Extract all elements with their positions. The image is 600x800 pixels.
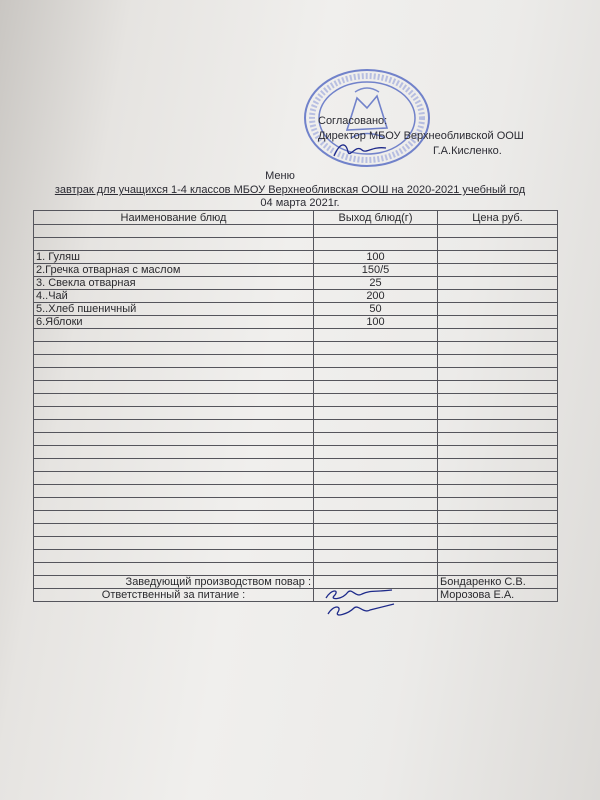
yield-cell [314, 446, 438, 459]
menu-table-body [34, 225, 558, 576]
yield-cell [314, 238, 438, 251]
price-cell [438, 277, 558, 290]
yield-cell [314, 563, 438, 576]
responsible-name: Морозова Е.А. [438, 589, 558, 602]
dish-cell [34, 459, 314, 472]
price-cell [438, 433, 558, 446]
dish-cell [34, 433, 314, 446]
table-row-empty [34, 355, 558, 368]
table-row-empty [34, 459, 558, 472]
dish-cell [34, 446, 314, 459]
yield-cell [314, 329, 438, 342]
yield-cell: 100 [314, 316, 438, 329]
price-cell [438, 368, 558, 381]
yield-cell [314, 459, 438, 472]
yield-cell [314, 511, 438, 524]
price-cell [438, 394, 558, 407]
manager-signature [320, 584, 400, 624]
dish-cell [34, 563, 314, 576]
table-row-empty [34, 446, 558, 459]
table-row [34, 277, 558, 290]
table-row-empty [34, 420, 558, 433]
yield-cell [314, 433, 438, 446]
table-row-empty [34, 472, 558, 485]
table-row-empty [34, 485, 558, 498]
dish-cell: 6.Яблоки [34, 316, 314, 329]
table-row-empty [34, 537, 558, 550]
menu-title: Меню [265, 170, 295, 182]
approval-director-name: Г.А.Кисленко. [433, 145, 502, 157]
dish-cell [34, 225, 314, 238]
price-cell [438, 238, 558, 251]
table-row [34, 303, 558, 316]
price-cell [438, 316, 558, 329]
table-row-empty [34, 342, 558, 355]
manager-label: Заведующий производством повар : [34, 576, 314, 589]
dish-cell: 1. Гуляш [34, 251, 314, 264]
table-row-empty [34, 433, 558, 446]
manager-name: Бондаренко С.В. [438, 576, 558, 589]
yield-cell: 200 [314, 290, 438, 303]
yield-cell [314, 498, 438, 511]
yield-cell [314, 537, 438, 550]
approval-director: Директор МБОУ Верхнеобливской ООШ [318, 130, 524, 142]
column-header-yield: Выход блюд(г) [314, 211, 438, 225]
price-cell [438, 264, 558, 277]
price-cell [438, 524, 558, 537]
menu-subtitle: завтрак для учащихся 1-4 классов МБОУ Верхнеобливская ООШ на 2020-2021 учебный год [54, 184, 526, 196]
table-row-empty [34, 550, 558, 563]
table-row-empty [34, 329, 558, 342]
price-cell [438, 225, 558, 238]
footer-row-responsible [34, 589, 558, 602]
yield-cell: 150/5 [314, 264, 438, 277]
yield-cell: 100 [314, 251, 438, 264]
price-cell [438, 511, 558, 524]
yield-cell [314, 420, 438, 433]
price-cell [438, 303, 558, 316]
table-row [34, 251, 558, 264]
price-cell [438, 407, 558, 420]
table-row-empty [34, 498, 558, 511]
price-cell [438, 472, 558, 485]
dish-cell: 2.Гречка отварная с маслом [34, 264, 314, 277]
price-cell [438, 342, 558, 355]
yield-cell: 25 [314, 277, 438, 290]
table-header-row [34, 211, 558, 225]
dish-cell [34, 498, 314, 511]
table-row-empty [34, 563, 558, 576]
dish-cell [34, 524, 314, 537]
yield-cell [314, 355, 438, 368]
dish-cell: 4..Чай [34, 290, 314, 303]
price-cell [438, 290, 558, 303]
price-cell [438, 537, 558, 550]
table-row-empty [34, 511, 558, 524]
dish-cell [34, 342, 314, 355]
yield-cell [314, 524, 438, 537]
table-row-empty [34, 394, 558, 407]
approval-heading: Согласовано: [318, 115, 388, 127]
yield-cell: 50 [314, 303, 438, 316]
footer-row-manager [34, 576, 558, 589]
dish-cell: 3. Свекла отварная [34, 277, 314, 290]
table-row-empty [34, 407, 558, 420]
yield-cell [314, 550, 438, 563]
yield-cell [314, 342, 438, 355]
dish-cell [34, 381, 314, 394]
price-cell [438, 329, 558, 342]
dish-cell [34, 394, 314, 407]
price-cell [438, 485, 558, 498]
director-signature [330, 138, 390, 162]
dish-cell [34, 511, 314, 524]
price-cell [438, 563, 558, 576]
yield-cell [314, 381, 438, 394]
responsible-label: Ответственный за питание : [34, 589, 314, 602]
yield-cell [314, 485, 438, 498]
price-cell [438, 446, 558, 459]
price-cell [438, 355, 558, 368]
dish-cell [34, 550, 314, 563]
yield-cell [314, 407, 438, 420]
dish-cell [34, 329, 314, 342]
menu-table-footer [34, 576, 558, 602]
dish-cell [34, 368, 314, 381]
dish-cell [34, 420, 314, 433]
dish-cell [34, 537, 314, 550]
table-row [34, 238, 558, 251]
price-cell [438, 251, 558, 264]
yield-cell [314, 368, 438, 381]
table-row-empty [34, 368, 558, 381]
column-header-price: Цена руб. [438, 211, 558, 225]
menu-table [33, 210, 558, 602]
yield-cell [314, 472, 438, 485]
dish-cell: 5..Хлеб пшеничный [34, 303, 314, 316]
price-cell [438, 381, 558, 394]
dish-cell [34, 355, 314, 368]
dish-cell [34, 407, 314, 420]
price-cell [438, 550, 558, 563]
dish-cell [34, 238, 314, 251]
table-row-empty [34, 524, 558, 537]
table-row-empty [34, 381, 558, 394]
table-row [34, 264, 558, 277]
dish-cell [34, 472, 314, 485]
price-cell [438, 420, 558, 433]
price-cell [438, 498, 558, 511]
price-cell [438, 459, 558, 472]
table-row [34, 290, 558, 303]
yield-cell [314, 225, 438, 238]
table-row [34, 225, 558, 238]
menu-date: 04 марта 2021г. [260, 197, 340, 209]
dish-cell [34, 485, 314, 498]
yield-cell [314, 394, 438, 407]
table-row [34, 316, 558, 329]
column-header-dish: Наименование блюд [34, 211, 314, 225]
